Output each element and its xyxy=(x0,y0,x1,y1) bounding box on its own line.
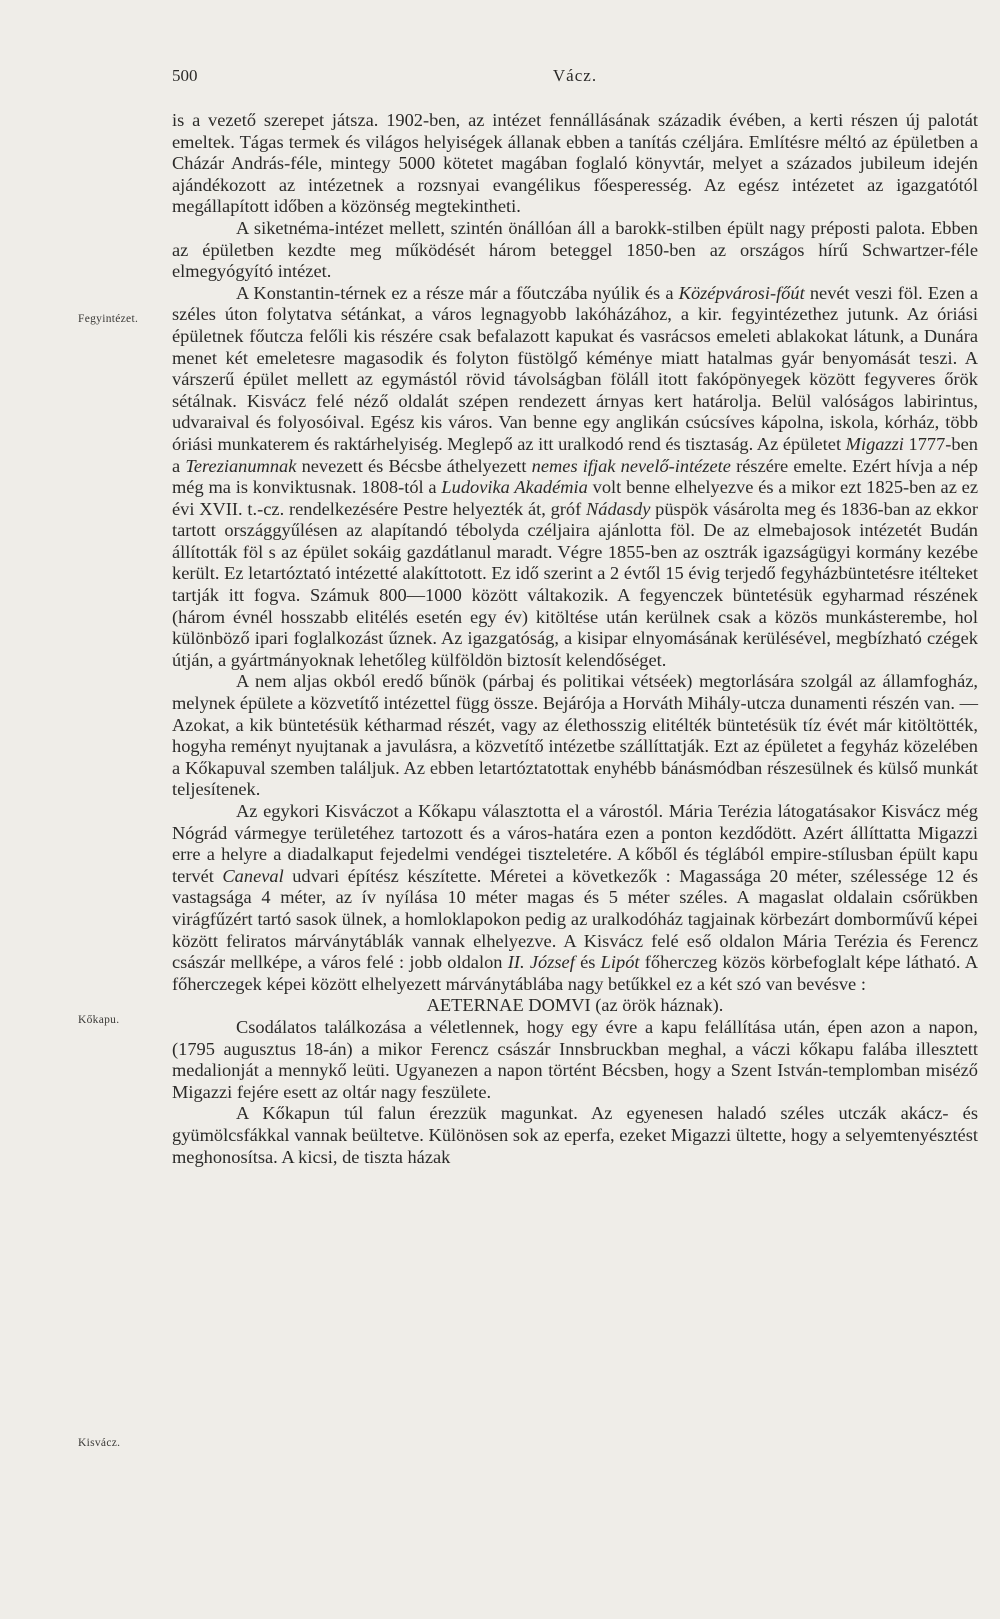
running-title: Vácz. xyxy=(552,66,598,85)
text-run: nevét veszi föl. Ezen a széles úton folytatva sétánkat, a város legnagyobb lakóházához, a kir. fegyintézethez jutunk. Az óriási épületnek főutcza felőli kis részére csak befalazott kapukat és vasrácsos emeleti ablakokat látunk, a Dunára menet két emeletesre magasodik és folyton füstölgő kéménye miatt hatalmas gyár benyomását teszi. A várszerű épület mellett az egymástól rövid távolságban föláll itott fakópönyegek között fegyveres őrök sétálnak. Kisvácz felé néző oldalát szépen rendezett árnyas kert határolja. Belül valóságos labirintus, udvaraival és folyosóival. Egész kis város. Van benne egy anglikán csúcsíves kápolna, iskola, kórház, több óriási munkaterem és raktárhelyiség. Meglepő az itt uralkodó rend és tisztaság. Az épületet xyxy=(172,282,978,454)
text-run: nevezett és Bécsbe áthelyezett xyxy=(296,455,532,476)
paragraph: A siketnéma-intézet mellett, szintén önállóan áll a barokk-stilben épült nagy préposti palota. Ebben az épületben kezdte meg működését három beteggel 1850-ben az országos hírű Schwartzer-féle elmegyógyító intézet. xyxy=(172,217,978,282)
text-run: Az egykori Kisváczot a Kőkapu választotta el a várostól. Mária Terézia látogatásakor Kisvácz még Nógrád vármegye területéhez tartozott és a város-határa ezen a ponton kezdődött. Azért állíttatta Migazzi erre a helyre a diadalkaput fejedelmi vendégei tiszteletére. A kőből és téglából empire-stílusban épült kapu tervét xyxy=(172,801,978,886)
italic-term: Lipót xyxy=(600,952,640,973)
margin-note-kokapu: Kőkapu. xyxy=(78,1014,120,1026)
text-run: udvari építész készítette. Méretei a következők : Magassága 20 méter, szélessége 12 és vastagsága 4 méter, az ív nyílása 10 méter magas és 5 méter széles. A magaslat oldalain csőrükben virágfűzért tartó sasok ülnek, a homloklapokon pedig az uralkodóház tagjainak körbezárt domborművű képei között feliratos márványtáblák vannak elhelyezve. A Kisvácz felé eső oldalon Mária Terézia és Ferencz császár mellképe, a város felé : jobb oldalon xyxy=(172,865,978,973)
italic-term: II. József xyxy=(507,952,575,973)
page-number: 500 xyxy=(172,66,198,85)
margin-note-kisvacz: Kisvácz. xyxy=(78,1437,121,1449)
italic-term: Nádasdy xyxy=(586,498,651,519)
paragraph: is a vezető szerepet játsza. 1902-ben, az intézet fennállásának századik évében, a kerti részen új palotát emeltek. Tágas termek és világos helyiségek állanak ebben a tanítás czéljára. Említésre méltó az épületben a Cházár András-féle, mintegy 5000 kötetet magában foglaló könyvtár, melyet a százados jubileum idején ajándékozott az intézetnek a rozsnyai evangélikus főesperesség. Az egész intézetet az igazgatótól megállapított időben a közönség megtekintheti. xyxy=(172,110,978,217)
paragraph: A Kőkapun túl falun érezzük magunkat. Az egyenesen haladó széles utczák akácz- és gyümölcsfákkal vannak beültetve. Különösen sok az eperfa, ezeket Migazzi ültette, hogy a selyemtenyésztést meghonosítsa. A kicsi, de tiszta házak xyxy=(172,1103,978,1167)
text-run: főherczeg közös körbefoglalt képe látható. A főherczegek képei között elhelyezett márványtáblába nagy betűkkel ez a két szó van bevésve : xyxy=(172,952,979,994)
running-head xyxy=(172,66,978,90)
paragraph xyxy=(172,283,978,672)
body-text xyxy=(172,110,978,1168)
italic-term: Migazzi xyxy=(845,433,904,454)
margin-note-fegyintezet: Fegyintézet. xyxy=(78,313,139,325)
text-run: részére emelte. Ezért hívja a nép még ma is konviktusnak. 1808-tól a xyxy=(172,455,978,498)
text-run: A Konstantin-térnek ez a része már a főutczába nyúlik és a xyxy=(236,282,679,303)
inscription: AETERNAE DOMVI (az örök háznak). xyxy=(426,995,724,1016)
italic-term: Terezianumnak xyxy=(185,455,297,476)
text-run: püspök vásárolta meg és 1836-ban az ekkor tartott országgyűlésen az alapítandó tébolyda czéljaira ajánlotta föl. De az elmebajosok intézetét Budán állították föl s az épület sokáig gazdátlanul maradt. Végre 1855-ben az osztrák igazságügyi kormány kezébe került. Ez letartóztató intézetté alakíttotott. Ez idő szerint a 2 évtől 15 évig terjedő fegyházbüntetésre itélteket tartják itt fogva. Számuk 800—1000 között váltakozik. A fegyenczek büntetésük egyharmad részének (három évnél hosszabb elitélés esetén egy év) kitöltése után kerülnek csak a közös munkásterembe, hol különböző ipari foglalkozást űznek. Az igazgatóság, a kisipar elnyomásának kerülésével, megbízható czégek útján, a gyártmányoknak lehetőleg külföldön biztosít kelendőséget. xyxy=(172,498,978,670)
text-run: volt benne elhelyezve és a mikor ezt 1825-ben az ez évi XVII. t.-cz. rendelkezésére Pestre helyezték át, gróf xyxy=(172,477,978,519)
paragraph: A nem aljas okból eredő bűnök (párbaj és politikai vétséek) megtorlására szolgál az államfogház, melynek épülete a közvetítő intézettel függ össze. Bejárója a Horváth Mihály-utcza dunamenti részén van. — Azokat, a kik büntetésük kétharmad részét, vagy az élethosszig elitélték büntetésük tíz évét már kitöltötték, hogyha reményt nyujtanak a javulásra, a közvetítő intézetbe szállíttatják. Ezt az épületet a fegyház közelében a Kőkapuval szemben találjuk. Az ebben letartóztatottak enyhébb bánásmódban részesülnek és külső munkát teljesítenek. xyxy=(172,671,978,800)
italic-term: Ludovika Akadémia xyxy=(441,477,588,498)
italic-term: Caneval xyxy=(222,865,284,886)
italic-term: Középvárosi-főút xyxy=(678,282,805,303)
text-run: és xyxy=(574,952,601,973)
paragraph xyxy=(172,801,978,995)
italic-term: nemes ifjak nevelő-intézete xyxy=(531,455,731,476)
text-run: 1777-ben a xyxy=(172,433,978,476)
paragraph: Csodálatos találkozása a véletlennek, hogy egy évre a kapu felállítása után, épen azon a napon, (1795 augusztus 18-án) a mikor Ferencz császár Innsbruckban meghal, a váczi kőkapu falába illesztett medalionját a mennykő leüti. Ugyanezen a napon történt Bécsben, hogy a Szent István-templomban miséző Migazzi fejére esett az oltár nagy feszülete. xyxy=(172,1016,978,1102)
